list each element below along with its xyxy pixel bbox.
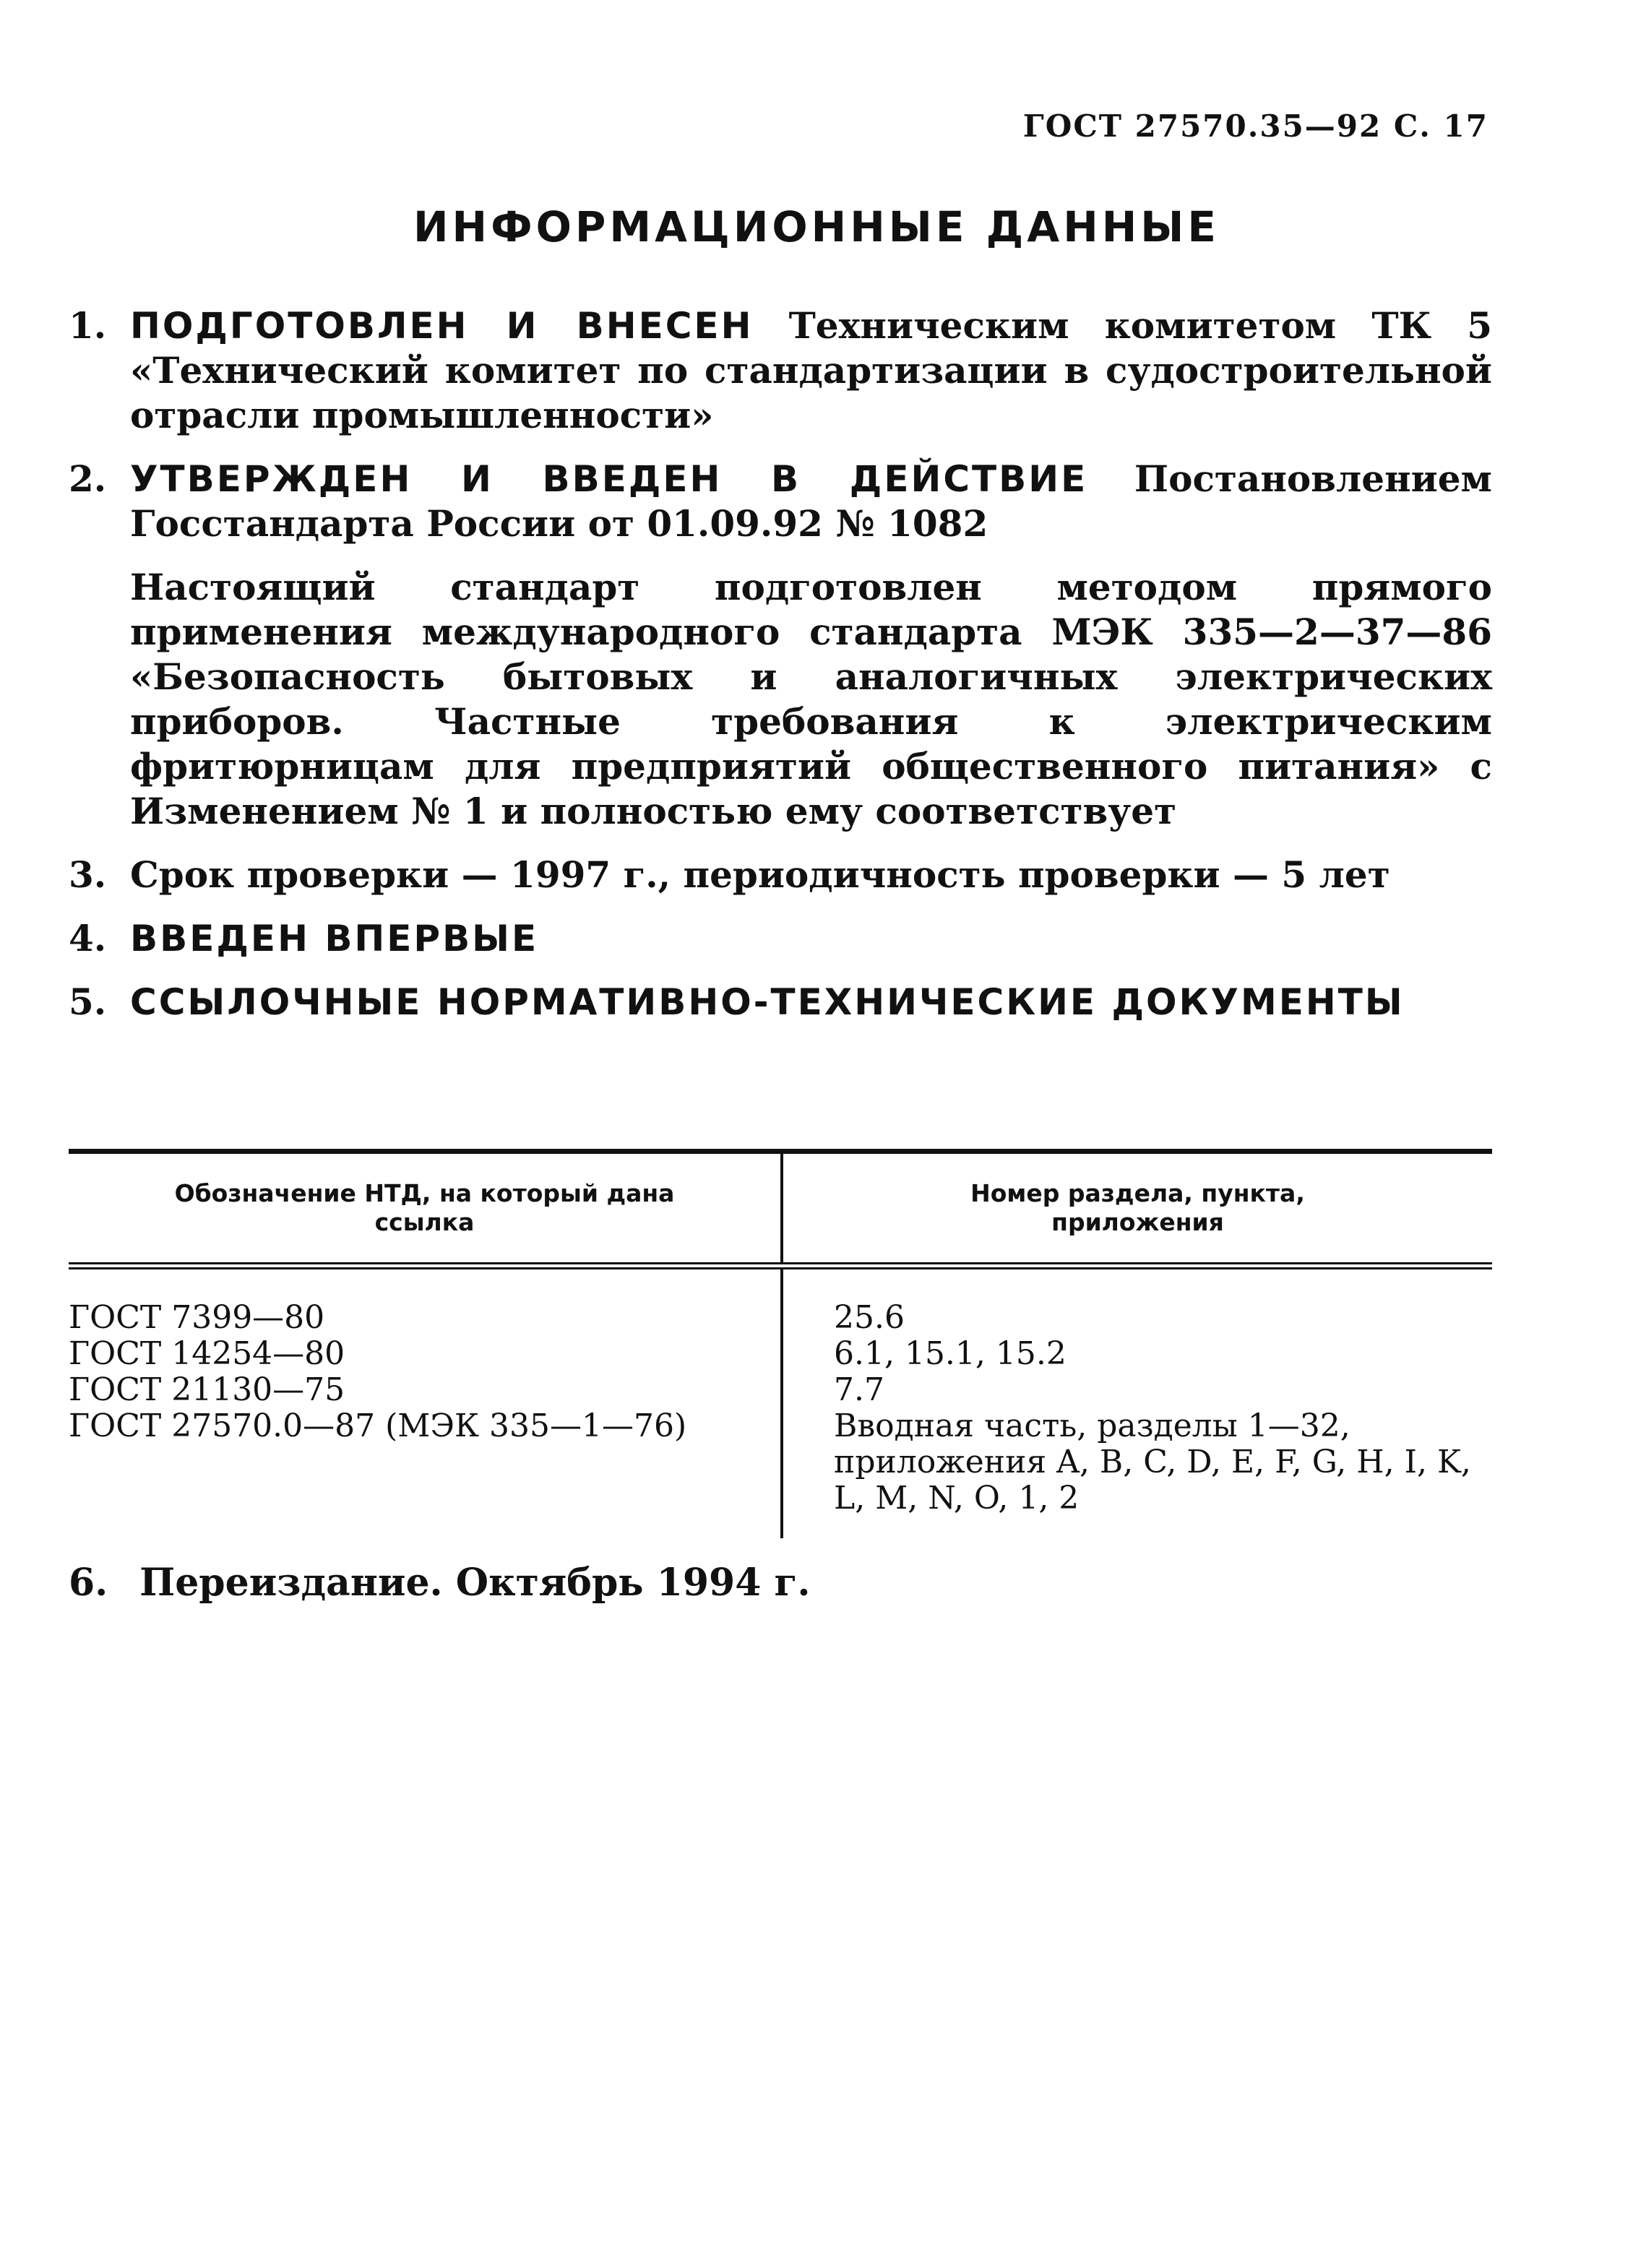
- item-lead: ВВЕДЕН ВПЕРВЫЕ: [130, 918, 539, 960]
- table-cell-document: ГОСТ 7399—80: [69, 1299, 325, 1336]
- item-number: 2.: [69, 457, 107, 500]
- item-text: Переиздание. Октябрь 1994 г.: [139, 1561, 811, 1605]
- table-cell-document: ГОСТ 21130—75: [69, 1371, 345, 1408]
- table-header-cell-document: [69, 1154, 783, 1262]
- info-item-3: [69, 853, 1492, 897]
- item-lead: УТВЕРЖДЕН И ВВЕДЕН В ДЕЙСТВИЕ: [130, 458, 1088, 500]
- table-cell-section: 7.7: [834, 1371, 884, 1408]
- item-text: Срок проверки — 1997 г., периодичность проверки — 5 лет: [130, 853, 1390, 896]
- item-number: 5.: [69, 980, 107, 1023]
- item-number: 6.: [69, 1561, 108, 1605]
- table-top-rule: [69, 1149, 1492, 1154]
- table-column-documents: [69, 1269, 783, 1538]
- reissue-note: [69, 1561, 811, 1605]
- info-item-5: [69, 980, 1492, 1025]
- info-item-4: [69, 916, 1492, 961]
- info-item-2: [69, 457, 1492, 546]
- page-title: ИНФОРМАЦИОННЫЕ ДАННЫЕ: [413, 202, 1220, 251]
- item-lead: ПОДГОТОВЛЕН И ВНЕСЕН: [130, 305, 754, 347]
- table-cell-document: ГОСТ 27570.0—87 (МЭК 335—1—76): [69, 1407, 687, 1444]
- table-cell-section: 6.1, 15.1, 15.2: [834, 1335, 1067, 1372]
- info-items: [69, 303, 1492, 1043]
- table-cell-document: ГОСТ 14254—80: [69, 1335, 345, 1372]
- standard-note: Настоящий стандарт подготовлен методом прямого применения международного стандарта МЭК 335—2—37—86 «Безопасность бытовых и аналогичных электрических приборов. Частные требования к электрическим фритюрницам для предприятий общественного питания» с Изменением № 1 и полностью ему соответствует: [130, 566, 1492, 832]
- item-text: Постановлением Госстандарта России от 01.09.92 № 1082: [130, 457, 1492, 545]
- item-text: Техническим комитетом ТК 5 «Технический комитет по стандартизации в судостроительной отрасли промышленности»: [130, 304, 1492, 436]
- table-cell-section: 25.6: [834, 1299, 905, 1336]
- document-reference: ГОСТ 27570.35—92 С. 17: [1022, 108, 1488, 144]
- column-header-section: Номер раздела, пункта, приложения: [970, 1179, 1305, 1236]
- table-header-cell-section: [783, 1154, 1492, 1262]
- item-number: 1.: [69, 304, 107, 347]
- reference-table: [69, 1149, 1492, 1538]
- table-column-sections: [783, 1269, 1492, 1538]
- info-item-1: [69, 303, 1492, 438]
- item-number: 4.: [69, 917, 107, 960]
- table-header-rule: [69, 1262, 1492, 1269]
- table-body: [69, 1269, 1492, 1538]
- item-lead: ССЫЛОЧНЫЕ НОРМАТИВНО-ТЕХНИЧЕСКИЕ ДОКУМЕНТЫ: [130, 981, 1405, 1023]
- column-header-document: Обозначение НТД, на который дана ссылка: [174, 1179, 675, 1236]
- item-number: 3.: [69, 853, 107, 896]
- table-header: [69, 1154, 1492, 1262]
- table-cell-section: Вводная часть, разделы 1—32, приложения A, B, C, D, E, F, G, H, I, K, L, M, N, O, 1, 2: [834, 1407, 1471, 1517]
